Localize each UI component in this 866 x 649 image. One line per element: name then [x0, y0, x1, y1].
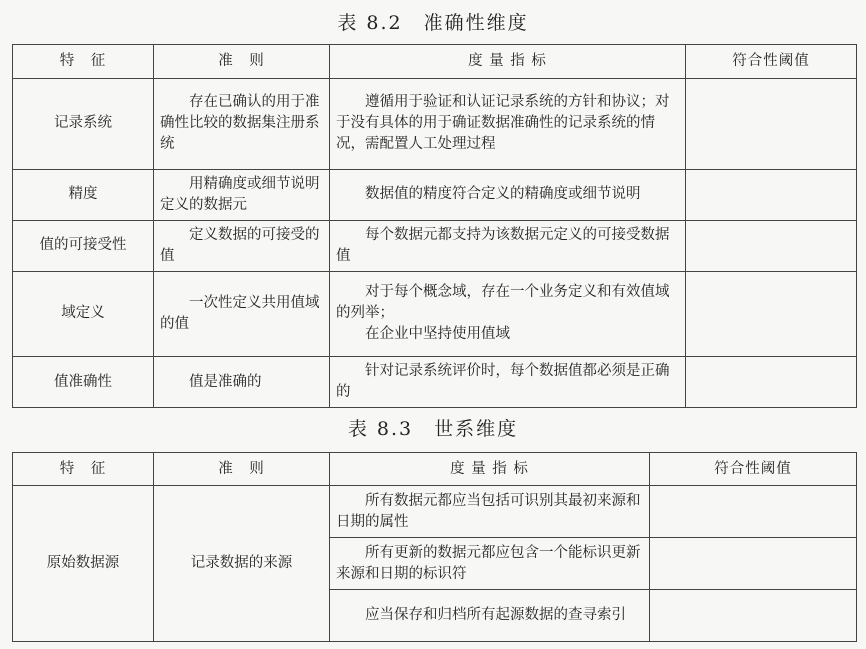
table-row	[13, 271, 857, 356]
cell-threshold	[650, 538, 857, 590]
cell-feature: 记录系统	[13, 78, 154, 170]
cell-threshold	[686, 220, 857, 271]
header-criterion: 准 则	[154, 453, 330, 486]
metric-line: 在企业中坚持使用值域	[365, 326, 510, 343]
cell-criterion: 用精确度或细节说明定义的数据元	[154, 170, 330, 221]
table-row	[13, 220, 857, 271]
cell-threshold	[686, 271, 857, 356]
cell-threshold	[686, 357, 857, 408]
cell-metric: 针对记录系统评价时，每个数据值都必须是正确的	[330, 357, 686, 408]
cell-metric: 应当保存和归档所有起源数据的查寻索引	[330, 590, 650, 642]
cell-feature: 域定义	[13, 271, 154, 356]
cell-feature: 原始数据源	[13, 486, 154, 642]
table-header-row	[13, 45, 857, 79]
cell-metric: 所有更新的数据元都应包含一个能标识更新来源和日期的标识符	[330, 538, 650, 590]
cell-metric: 遵循用于验证和认证记录系统的方针和协议；对于没有具体的用于确证数据准确性的记录系统的情况，需配置人工处理过程	[330, 78, 686, 170]
header-metric: 度 量 指 标	[330, 45, 686, 79]
cell-metric: 每个数据元都支持为该数据元定义的可接受数据值	[330, 220, 686, 271]
cell-criterion: 值是准确的	[154, 357, 330, 408]
cell-feature: 精度	[13, 170, 154, 221]
cell-criterion: 存在已确认的用于准确性比较的数据集注册系统	[154, 78, 330, 170]
cell-criterion: 记录数据的来源	[154, 486, 330, 642]
cell-criterion: 一次性定义共用值域的值	[154, 271, 330, 356]
cell-feature: 值准确性	[13, 357, 154, 408]
lineage-dimension-table	[12, 452, 857, 642]
cell-threshold	[650, 590, 857, 642]
accuracy-dimension-table	[12, 44, 857, 408]
table-8-2-caption: 表 8.2 准确性维度	[337, 12, 529, 34]
table-row	[13, 78, 857, 170]
header-criterion: 准 则	[154, 45, 330, 79]
header-threshold: 符合性阈值	[650, 453, 857, 486]
header-threshold: 符合性阈值	[686, 45, 857, 79]
cell-criterion: 定义数据的可接受的值	[154, 220, 330, 271]
table-row	[13, 486, 857, 538]
cell-metric: 所有数据元都应当包括可识别其最初来源和日期的属性	[330, 486, 650, 538]
metric-line: 对于每个概念域，存在一个业务定义和有效值域的列举；	[336, 284, 670, 322]
header-feature: 特 征	[13, 453, 154, 486]
table-row	[13, 170, 857, 221]
cell-threshold	[650, 486, 857, 538]
table-row	[13, 357, 857, 408]
table-8-3-caption: 表 8.3 世系维度	[347, 418, 519, 440]
cell-threshold	[686, 170, 857, 221]
header-feature: 特 征	[13, 45, 154, 79]
cell-threshold	[686, 78, 857, 170]
cell-feature: 值的可接受性	[13, 220, 154, 271]
table-header-row	[13, 453, 857, 486]
cell-metric: 数据值的精度符合定义的精确度或细节说明	[330, 170, 686, 221]
header-metric: 度 量 指 标	[330, 453, 650, 486]
cell-metric	[330, 271, 686, 356]
